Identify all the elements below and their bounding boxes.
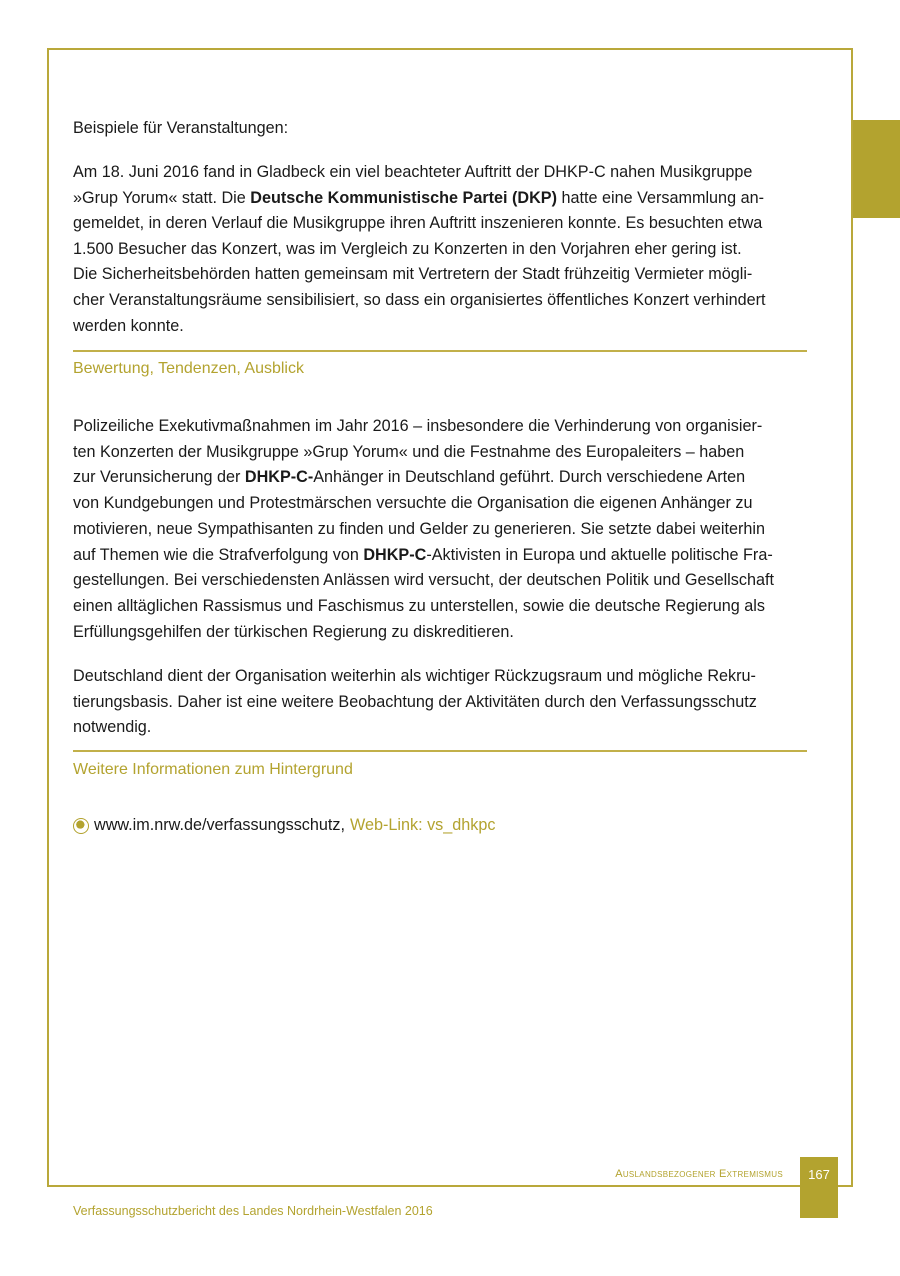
divider (73, 750, 807, 752)
text-span: cher Veranstaltungsräume sensibilisiert, so dass ein organisiertes öffentliches Konzert verhindert (73, 291, 766, 309)
text-line (73, 316, 184, 336)
text-span: einen alltäglichen Rassismus und Faschismus zu unterstellen, sowie die deutsche Regierung als (73, 596, 765, 615)
text-span: »Grup Yorum« statt. Die (73, 188, 251, 207)
text-line (73, 264, 752, 284)
text-span: Polizeiliche Exekutivmaßnahmen im Jahr 2016 – insbesondere die Verhinderung von organisier- (73, 417, 763, 435)
text-line (73, 666, 756, 686)
text-span: gemeldet, in deren Verlauf die Musikgruppe ihren Auftritt inszenieren konnte. Es besuchten etwa (73, 214, 763, 233)
text-line (73, 545, 773, 565)
text-span: notwendig. (73, 718, 152, 736)
text-line (73, 416, 762, 436)
text-span: auf Themen wie die Strafverfolgung von (73, 545, 364, 564)
heading-more-info: Weitere Informationen zum Hintergrund (73, 761, 353, 778)
section-label: Auslandsbezogener Extremismus (615, 1168, 783, 1180)
bold-term: DHKP-C- (244, 468, 314, 487)
text-line (73, 162, 752, 182)
chapter-tab (853, 120, 900, 218)
text-line (73, 622, 514, 642)
web-link[interactable]: Web-Link: vs_dhkpc (350, 816, 496, 834)
page-number: 167 (800, 1157, 838, 1218)
info-link-row (73, 816, 495, 835)
text-span: motivieren, neue Sympathisanten zu finden und Gelder zu generieren. Sie setzte dabei weiterhin (73, 519, 765, 538)
text-line (73, 596, 765, 616)
url-link[interactable]: www.im.nrw.de/verfassungsschutz, (94, 816, 345, 834)
intro-text: Beispiele für Veranstaltungen: (73, 119, 289, 137)
globe-icon (73, 818, 89, 834)
text-span: 1.500 Besucher das Konzert, was im Vergleich zu Konzerten in den Vorjahren eher gering ist. (73, 239, 742, 258)
bold-term: Deutsche Kommunistische Partei (DKP) (250, 188, 557, 207)
text-line (73, 213, 762, 233)
text-line (73, 493, 752, 513)
text-line (73, 519, 765, 539)
text-span: werden konnte. (73, 316, 184, 335)
text-span: hatte eine Versammlung an- (557, 188, 764, 207)
bold-term: DHKP-C (363, 545, 427, 564)
text-span: Deutschland dient der Organisation weiterhin als wichtiger Rückzugsraum und mögliche Rekru- (73, 667, 756, 685)
text-span: Anhänger in Deutschland geführt. Durch verschiedene Arten (313, 468, 746, 487)
text-span: -Aktivisten in Europa und aktuelle politische Fra- (426, 545, 773, 564)
divider (73, 350, 807, 352)
text-line (73, 692, 757, 712)
text-line (73, 467, 745, 487)
text-span: ten Konzerten der Musikgruppe »Grup Yorum« und die Festnahme des Europaleiters – haben (73, 442, 745, 461)
text-line (73, 717, 151, 737)
text-line (73, 570, 774, 590)
text-line (73, 239, 742, 259)
heading-assessment: Bewertung, Tendenzen, Ausblick (73, 360, 304, 377)
text-span: von Kundgebungen und Protestmärschen versuchte die Organisation die eigenen Anhänger zu (73, 494, 753, 513)
text-span: Die Sicherheitsbehörden hatten gemeinsam mit Vertretern der Stadt frühzeitig Vermieter mögli- (73, 265, 753, 284)
text-span: Am 18. Juni 2016 fand in Gladbeck ein viel beachteter Auftritt der DHKP-C nahen Musikgruppe (73, 163, 753, 181)
text-line (73, 290, 766, 310)
footer-text: Verfassungsschutzbericht des Landes Nordrhein-Westfalen 2016 (73, 1204, 433, 1218)
text-line (73, 188, 764, 208)
text-span: gestellungen. Bei verschiedensten Anlässen wird versucht, der deutschen Politik und Gesellschaft (73, 571, 774, 590)
text-span: zur Verunsicherung der (73, 468, 245, 487)
text-span: tierungsbasis. Daher ist eine weitere Beobachtung der Aktivitäten durch den Verfassungsschutz (73, 692, 757, 711)
text-span: Erfüllungsgehilfen der türkischen Regierung zu diskreditieren. (73, 622, 514, 641)
text-line (73, 442, 744, 462)
